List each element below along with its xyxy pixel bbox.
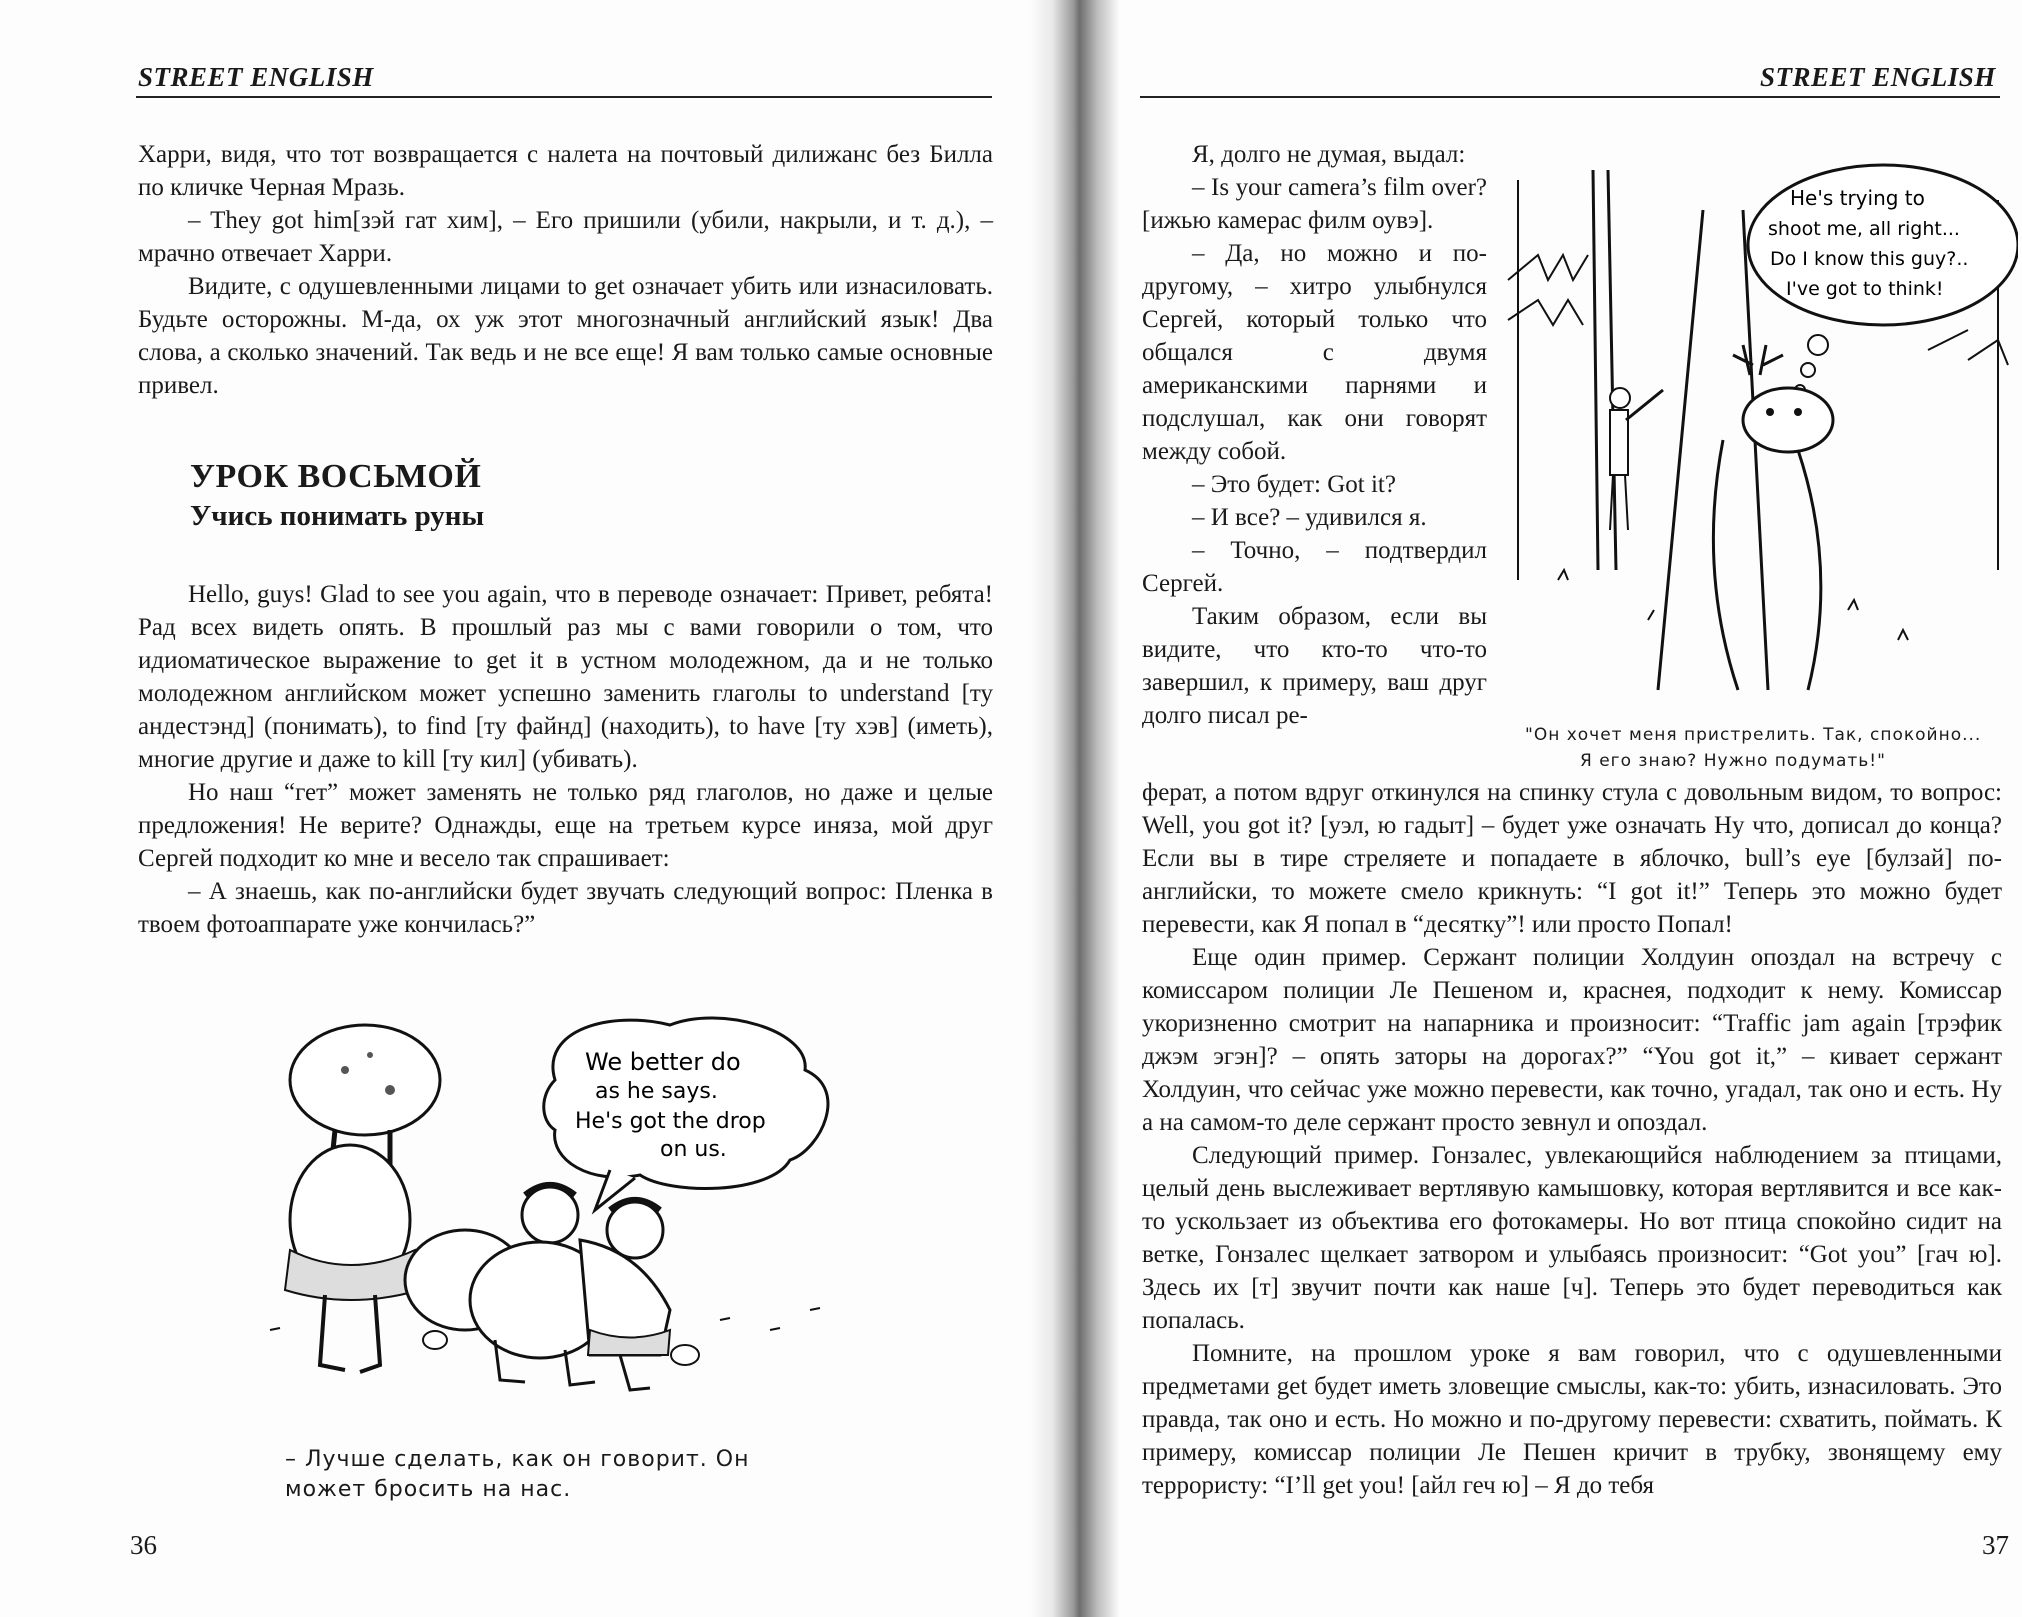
paragraph: Видите, с одушевленными лицами to get означает убить или изнасиловать. Будьте осторожны. М-да, ох уж этот многозначный английский язык! Два слова, а сколько значений. Так ведь и не все еще! Я вам только самые основные привел. [138,273,993,399]
bubble-line: on us. [660,1137,727,1162]
right-header-rule [1140,96,2000,98]
caption-line: Я его знаю? Нужно подумать!" [1580,751,1886,771]
moose-head [1743,388,1833,452]
paragraph: – Is your camera’s film over? [ижью камерас филм оувэ]. [1142,174,1487,234]
paragraph: – А знаешь, как по-английски будет звучать следующий вопрос: Пленка в твоем фотоаппарате уже кончилась?” [138,878,993,938]
moose-antlers [1733,345,1783,375]
paragraph: Харри, видя, что тот возвращается с налета на почтовый дилижанс без Билла по кличке Черная Мразь. [138,141,993,201]
chapter-subtitle: Учись понимать руны [190,500,485,532]
caption-line: "Он хочет меня пристрелить. Так, спокойно... [1525,725,1982,745]
pine-branches [1508,255,1588,325]
thought-line: He's trying to [1790,186,1925,210]
hunter-head [1610,388,1630,408]
caption-line: – Лучше сделать, как он говорит. Он [285,1447,750,1472]
left-page-number: 36 [130,1530,157,1560]
caveman-cartoon [250,1010,950,1410]
right-running-head: STREET ENGLISH [1760,62,1996,92]
paragraph: ферат, а потом вдруг откинулся на спинку стула с довольным видом, то вопрос: Well, you got it? [уэл, ю гадыт] – будет уже означать Ну что, дописал до конца? Если вы в тире стреляете и попадаете в яблочко, bull’s eye [булзай] по-английски, то можете смело крикнуть: “I got it!” Теперь это можно будет перевести, как Я попал в “десятку”! или просто Попал! [1142,779,2002,938]
thought-line: Do I know this guy?.. [1770,248,1969,270]
right-narrow-text [1142,138,1487,732]
paragraph: – Точно, – подтвердил Сергей. [1142,537,1487,597]
moose-hunter-cartoon [1498,150,2018,720]
chapter-heading [190,458,484,533]
hunter-body [1610,410,1628,475]
tree-trunk [1593,170,1616,570]
caption-line: может бросить на нас. [285,1477,572,1502]
chapter-title: УРОК ВОСЬМОЙ [190,458,482,495]
thought-line: shoot me, all right... [1768,218,1960,240]
thought-line: I've got to think! [1786,278,1944,300]
caveman-head [522,1187,578,1243]
right-cartoon-caption [1525,722,2005,774]
left-running-head: STREET ENGLISH [138,62,374,92]
caveman-legs [320,1295,380,1372]
paragraph: – They got him[зэй гат хим], – Его пришили (убили, накрыли, и т. д.), – мрачно отвечает Харри. [138,207,993,267]
caveman-head [607,1202,663,1258]
hunter-rifle [1626,390,1663,420]
paragraph: Я, долго не думая, выдал: [1192,141,1466,168]
paragraph: – Да, но можно и по-другому, – хитро улыбнулся Сергей, который только что общался с двумя американскими парнями и подслушал, как они говорят между собой. [1142,240,1487,465]
left-header-rule [136,96,992,98]
right-wide-text [1142,776,2002,1502]
right-page-number: 37 [1982,1530,2009,1560]
bubble-line: We better do [585,1048,741,1076]
paragraph: – Это будет: Got it? [1192,471,1396,498]
bubble-line: as he says. [595,1079,718,1104]
book-gutter-shadow [1030,0,1120,1617]
left-cartoon-caption [285,1445,925,1505]
tree-trunk [1658,210,1768,690]
paragraph: Таким образом, если вы видите, что кто-то что-то завершил, к примеру, ваш друг долго писал ре- [1142,603,1487,729]
bubble-line: He's got the drop [575,1109,766,1134]
paragraph: Hello, guys! Glad to see you again, что в переводе означает: Привет, ребята! Рад всех видеть опять. В прошлый раз мы с вами говорили о том, что идиоматическое выражение to get it в устном молодежном, да и не только молодежном английском может успешно заменить глаголы to understand [ту андестэнд] (понимать), to find [ту файнд] (находить), to have [ту хэв] (иметь), многие другие и даже to kill [ту кил] (убивать). [138,581,993,773]
paragraph: – И все? – удивился я. [1192,504,1427,531]
left-body-text [138,578,993,941]
boulder [290,1025,440,1135]
left-intro-text [138,138,993,402]
paragraph: Еще один пример. Сержант полиции Холдуин опоздал на встречу с комиссаром полиции Ле Пешеном и, краснея, подходит к нему. Комиссар укоризненно смотрит на напарника и произносит: “Traffic jam again [трэфик джэм эгэн]? – опять заторы на дорогах?” “You got it,” – кивает сержант Холдуин, что сейчас уже можно перевести, как точно, угадал, так оно и есть. Ну а на самом-то деле сержант просто зевнул и опоздал. [1142,944,2002,1136]
paragraph: Но наш “гет” может заменять не только ряд глаголов, но даже и целые предложения! Не верите? Однажды, еще на третьем курсе иняза, мой друг Сергей подходит ко мне и весело так спрашивает: [138,779,993,872]
paragraph: Помните, на прошлом уроке я вам говорил, что с одушевленными предметами get будет иметь зловещие смыслы, как-то: убить, изнасиловать. Это правда, так оно и есть. Но можно и по-другому перевести: схватить, поймать. К примеру, комиссар полиции Ле Пешен кричит в трубку, звонящему ему террористу: “I’ll get you! [айл геч ю] – Я до тебя [1142,1340,2002,1499]
paragraph: Следующий пример. Гонзалес, увлекающийся наблюдением за птицами, целый день выслеживает вертлявую камышовку, которая вертлявится и все как-то ускользает из объектива его фотокамеры. Но вот птица спокойно сидит на ветке, Гонзалес щелкает затвором и улыбаясь произносит: “Got you” [гач ю]. Здесь их [т] звучит почти как наше [ч]. Теперь это будет переводиться как попалась. [1142,1142,2002,1334]
right-page [1120,0,2022,1617]
